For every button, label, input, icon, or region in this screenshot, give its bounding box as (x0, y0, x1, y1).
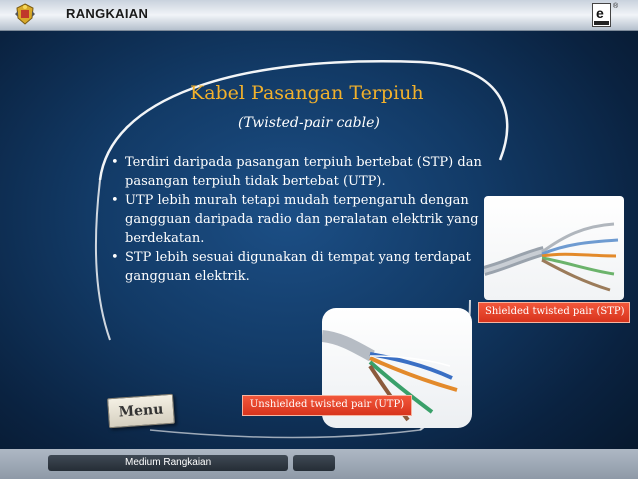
bullet-item: • UTP lebih murah tetapi mudah terpengaruh dengan gangguan daripada radio dan peralatan elektrik yang berdekatan. (108, 191, 488, 248)
top-bar (0, 0, 638, 31)
status-pill-secondary (293, 455, 335, 471)
stp-cable-image (484, 196, 624, 300)
bullet-item: • Terdiri daripada pasangan terpiuh bertebat (STP) dan pasangan terpiuh tidak bertebat (UTP). (108, 153, 488, 191)
app-title: RANGKAIAN (66, 6, 149, 21)
logo-letter: e (596, 5, 604, 21)
bullet-item: • STP lebih sesuai digunakan di tempat yang terdapat gangguan elektrik. (108, 248, 488, 286)
coat-of-arms-icon (13, 2, 37, 26)
menu-button[interactable]: Menu (107, 394, 175, 429)
stp-caption: Shielded twisted pair (STP) (478, 302, 630, 323)
utp-caption: Unshielded twisted pair (UTP) (242, 395, 412, 416)
slide-title: Kabel Pasangan Terpiuh (190, 82, 424, 104)
status-text: Medium Rangkaian (125, 457, 212, 468)
e-pta-logo-icon (592, 3, 611, 27)
bullet-list (108, 153, 488, 286)
registered-mark: ® (613, 3, 619, 10)
slide-subtitle: (Twisted-pair cable) (238, 115, 380, 131)
